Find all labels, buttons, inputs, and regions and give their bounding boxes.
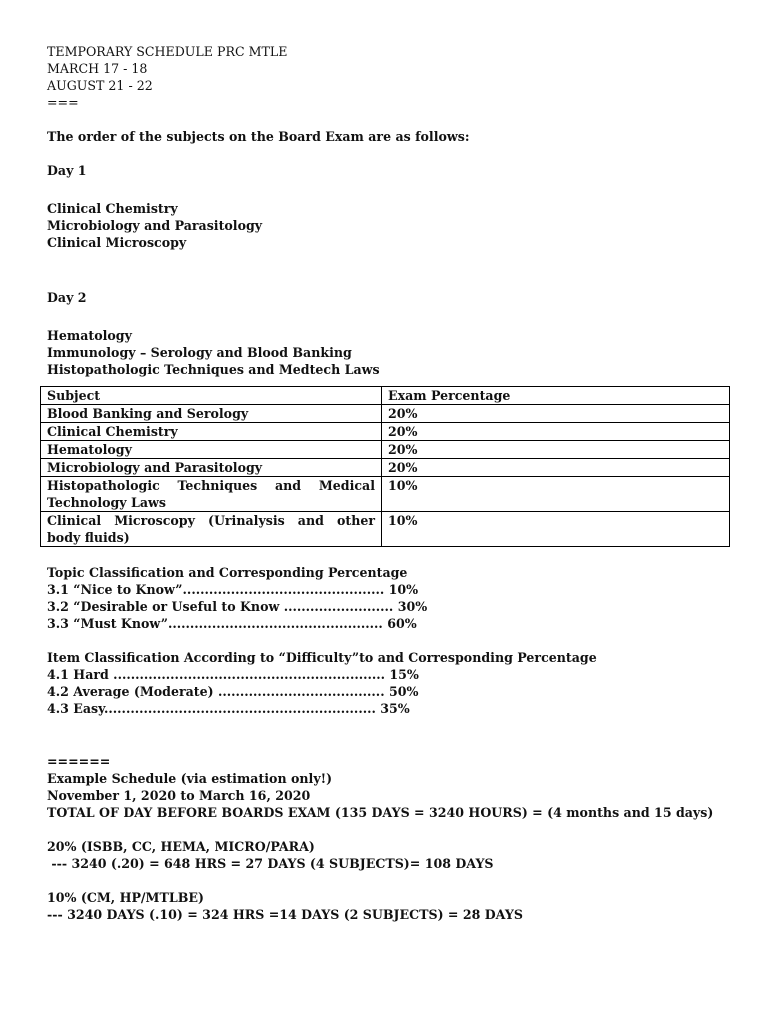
group-10-title: 10% (CM, HP/MTLBE) — [47, 890, 204, 905]
table-header-subject: Subject — [41, 387, 382, 405]
day1-subject: Microbiology and Parasitology — [47, 218, 263, 233]
topic-item: 3.1 “Nice to Know”.............................................. 10% — [47, 582, 419, 597]
percentage-cell: 20% — [382, 405, 730, 423]
total-days-line: TOTAL OF DAY BEFORE BOARDS EXAM (135 DAYS = 3240 HOURS) = (4 months and 15 days) — [47, 805, 714, 820]
exam-percentage-table — [40, 386, 730, 547]
document-page — [47, 43, 737, 923]
table-row — [41, 405, 730, 423]
subject-cell: Clinical Chemistry — [41, 423, 382, 441]
difficulty-item: 4.1 Hard .............................................................. 15% — [47, 667, 419, 682]
table-header-percentage: Exam Percentage — [382, 387, 730, 405]
percentage-cell: 10% — [382, 477, 730, 512]
example-schedule-title: Example Schedule (via estimation only!) — [47, 771, 333, 786]
separator: ====== — [47, 754, 111, 769]
schedule-title: TEMPORARY SCHEDULE PRC MTLE — [47, 44, 288, 59]
table-row — [41, 459, 730, 477]
example-date-range: November 1, 2020 to March 16, 2020 — [47, 788, 311, 803]
day1-subject: Clinical Chemistry — [47, 201, 178, 216]
group-10-calculation: --- 3240 DAYS (.10) = 324 HRS =14 DAYS (2 SUBJECTS) = 28 DAYS — [47, 907, 523, 922]
table-row — [41, 423, 730, 441]
subject-cell: Blood Banking and Serology — [41, 405, 382, 423]
subject-cell: Microbiology and Parasitology — [41, 459, 382, 477]
exam-date-august: AUGUST 21 - 22 — [47, 78, 153, 93]
difficulty-classification-title: Item Classification According to “Difficulty”to and Corresponding Percentage — [47, 650, 597, 665]
day2-subject: Immunology – Serology and Blood Banking — [47, 345, 352, 360]
subject-cell: Histopathologic Techniques and Medical Technology Laws — [41, 477, 382, 512]
subject-cell: Hematology — [41, 441, 382, 459]
table-row — [41, 477, 730, 512]
percentage-cell: 10% — [382, 512, 730, 547]
intro-text: The order of the subjects on the Board Exam are as follows: — [47, 129, 470, 144]
day1-subject: Clinical Microscopy — [47, 235, 187, 250]
day2-label: Day 2 — [47, 290, 87, 305]
percentage-cell: 20% — [382, 423, 730, 441]
day2-subject: Hematology — [47, 328, 132, 343]
difficulty-item: 4.3 Easy.............................................................. 35% — [47, 701, 410, 716]
difficulty-item: 4.2 Average (Moderate) ...................................... 50% — [47, 684, 419, 699]
percentage-cell: 20% — [382, 459, 730, 477]
separator: === — [47, 95, 79, 110]
table-row — [41, 512, 730, 547]
topic-classification-title: Topic Classification and Corresponding Percentage — [47, 565, 408, 580]
group-20-calculation: --- 3240 (.20) = 648 HRS = 27 DAYS (4 SUBJECTS)= 108 DAYS — [47, 856, 494, 871]
day1-label: Day 1 — [47, 163, 87, 178]
table-row — [41, 441, 730, 459]
percentage-cell: 20% — [382, 441, 730, 459]
table-header-row — [41, 387, 730, 405]
topic-item: 3.2 “Desirable or Useful to Know ......................... 30% — [47, 599, 428, 614]
topic-item: 3.3 “Must Know”................................................. 60% — [47, 616, 417, 631]
group-20-title: 20% (ISBB, CC, HEMA, MICRO/PARA) — [47, 839, 315, 854]
subject-cell: Clinical Microscopy (Urinalysis and other body fluids) — [41, 512, 382, 547]
day2-subject: Histopathologic Techniques and Medtech Laws — [47, 362, 380, 377]
exam-date-march: MARCH 17 - 18 — [47, 61, 148, 76]
